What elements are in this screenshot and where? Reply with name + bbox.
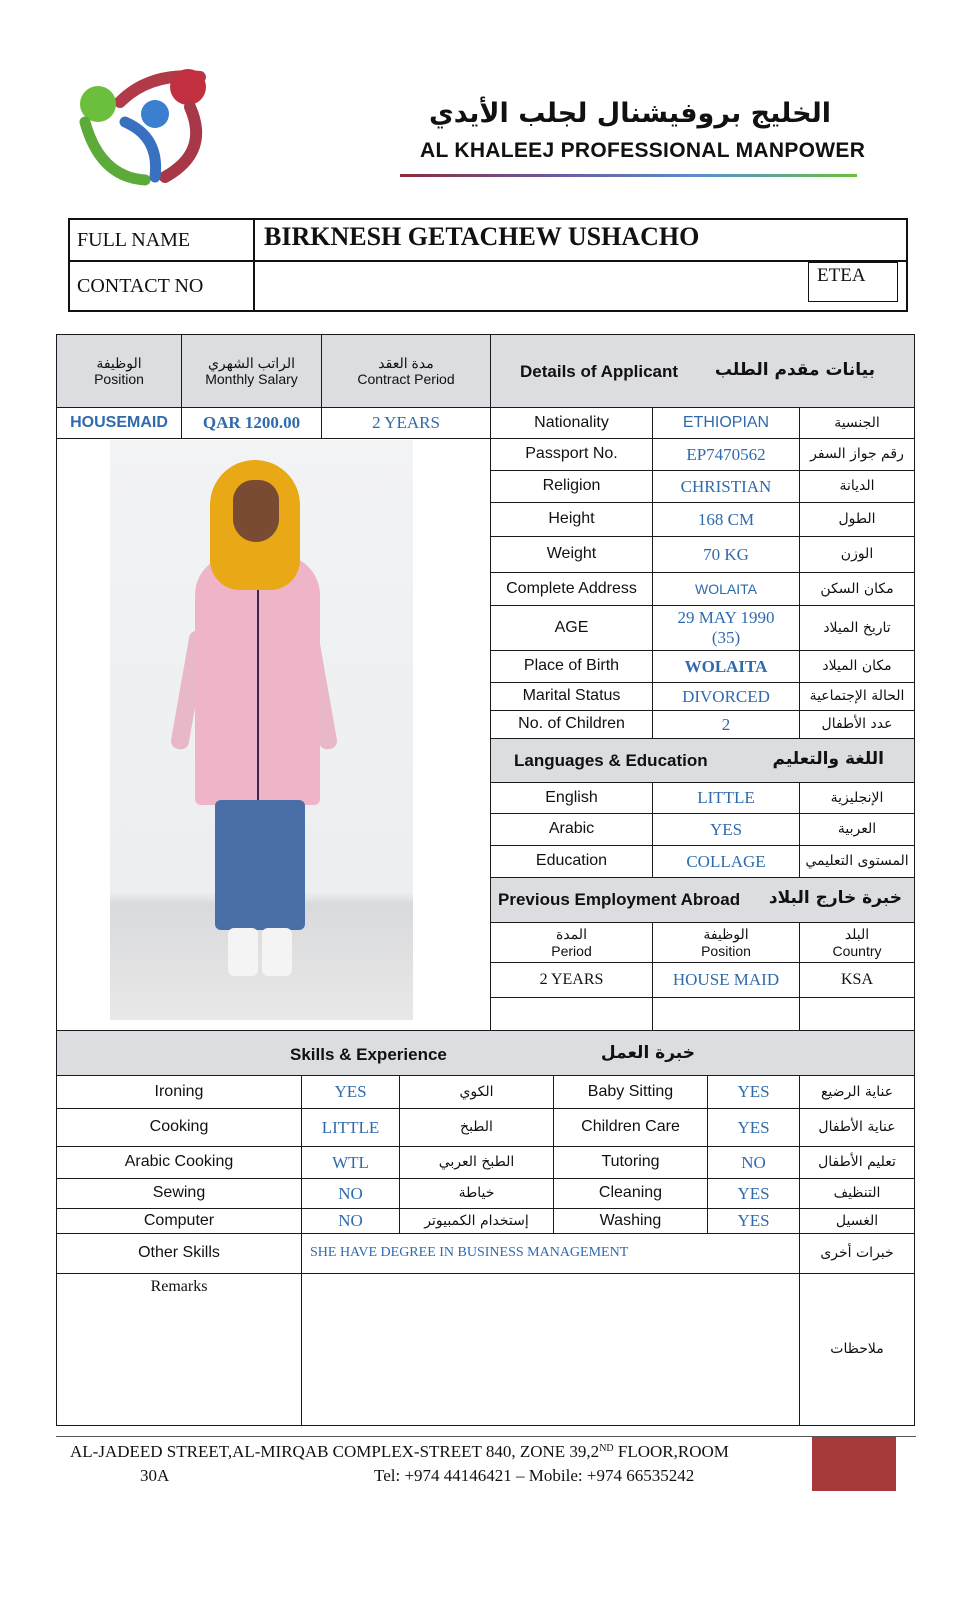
employment-position bbox=[652, 962, 800, 998]
detail-arabic-text: مكان الميلاد bbox=[822, 658, 892, 675]
skill-label-text: Ironing bbox=[154, 1082, 204, 1100]
detail-label-text: Marital Status bbox=[522, 687, 621, 705]
skill-arabic-text: تعليم الأطفال bbox=[818, 1154, 896, 1171]
detail-value bbox=[652, 650, 800, 683]
employment-empty-cell bbox=[490, 997, 653, 1031]
skill-arabic bbox=[799, 1075, 915, 1109]
language-arabic bbox=[799, 813, 915, 846]
skill-label-text: Children Care bbox=[581, 1118, 680, 1136]
detail-label bbox=[490, 605, 653, 651]
detail-label bbox=[490, 572, 653, 606]
detail-label bbox=[490, 650, 653, 683]
skill-value bbox=[707, 1178, 800, 1209]
detail-arabic-text: الطول bbox=[838, 511, 876, 528]
other-skills-value bbox=[301, 1233, 800, 1274]
language-label bbox=[490, 845, 653, 878]
detail-value-text: 29 MAY 1990 bbox=[677, 608, 775, 628]
skill-value-text: YES bbox=[737, 1211, 770, 1231]
detail-value-text: WOLAITA bbox=[684, 656, 768, 676]
language-value bbox=[652, 813, 800, 846]
skill-arabic-text: التنظيف bbox=[833, 1185, 881, 1202]
detail-value bbox=[652, 710, 800, 739]
skill-arabic-text: عناية الرضيع bbox=[820, 1083, 894, 1100]
detail-value-text: 168 CM bbox=[697, 509, 755, 529]
employment-country-text: KSA bbox=[840, 970, 873, 988]
language-value bbox=[652, 782, 800, 814]
salary-value bbox=[181, 407, 322, 439]
skill-arabic bbox=[799, 1208, 915, 1234]
footer-address-room: 30A bbox=[140, 1466, 170, 1485]
footer-divider bbox=[56, 1436, 916, 1437]
skill-label-text: Baby Sitting bbox=[587, 1082, 674, 1100]
skill-value bbox=[301, 1108, 400, 1147]
skill-label bbox=[56, 1146, 302, 1179]
skill-label bbox=[56, 1208, 302, 1234]
salary-header-text: Monthly Salary bbox=[205, 371, 298, 387]
language-value-text: COLLAGE bbox=[686, 851, 766, 871]
detail-value bbox=[652, 572, 800, 606]
skill-label bbox=[56, 1075, 302, 1109]
skill-label-text: Tutoring bbox=[601, 1153, 660, 1171]
contract-header bbox=[321, 334, 491, 408]
skill-value-text: YES bbox=[737, 1082, 770, 1102]
skill-label-text: Cleaning bbox=[598, 1184, 663, 1202]
other-skills-arabic bbox=[799, 1233, 915, 1274]
employment-column-header bbox=[799, 922, 915, 963]
photo-cell bbox=[56, 438, 491, 1031]
employment-column-header-text: المدة bbox=[556, 926, 587, 943]
other-skills-label bbox=[56, 1233, 302, 1274]
detail-label-text: Nationality bbox=[534, 413, 609, 431]
employment-column-header-text: Country bbox=[832, 942, 882, 959]
position-header-text: الوظيفة bbox=[96, 354, 142, 371]
detail-arabic bbox=[799, 438, 915, 471]
remarks-arabic-text: ملاحظات bbox=[830, 1341, 884, 1358]
skill-value bbox=[301, 1075, 400, 1109]
detail-label-text: AGE bbox=[554, 618, 589, 636]
language-value bbox=[652, 845, 800, 878]
detail-label bbox=[490, 710, 653, 739]
skill-arabic bbox=[799, 1108, 915, 1147]
employment-position-text: HOUSE MAID bbox=[672, 970, 780, 990]
skill-label bbox=[553, 1108, 708, 1147]
company-name-arabic: الخليج بروفيشنال لجلب الأيدي bbox=[428, 98, 832, 129]
skill-label-text: Arabic Cooking bbox=[124, 1153, 234, 1171]
detail-label bbox=[490, 407, 653, 439]
contact-label: CONTACT NO bbox=[77, 275, 204, 297]
detail-label bbox=[490, 438, 653, 471]
other-skills-value-text: SHE HAVE DEGREE IN BUSINESS MANAGEMENT bbox=[310, 1245, 629, 1261]
divider bbox=[68, 260, 908, 262]
detail-value-text: ETHIOPIAN bbox=[682, 413, 770, 431]
skill-arabic-text: خياطة bbox=[458, 1185, 495, 1202]
employment-period bbox=[490, 962, 653, 998]
employment-empty-cell bbox=[799, 997, 915, 1031]
skill-label-text: Washing bbox=[599, 1211, 662, 1229]
address-text-end: FLOOR,ROOM bbox=[613, 1442, 729, 1461]
skill-value bbox=[301, 1146, 400, 1179]
contract-value bbox=[321, 407, 491, 439]
detail-label-text: Passport No. bbox=[525, 445, 618, 463]
employment-period-text: 2 YEARS bbox=[539, 970, 604, 988]
detail-label-text: Place of Birth bbox=[523, 657, 620, 675]
company-logo bbox=[70, 62, 220, 187]
detail-label bbox=[490, 682, 653, 711]
detail-value bbox=[652, 605, 800, 651]
skill-value bbox=[301, 1178, 400, 1209]
detail-value bbox=[652, 502, 800, 537]
skill-arabic bbox=[399, 1108, 554, 1147]
language-arabic-text: العربية bbox=[837, 821, 877, 838]
detail-value bbox=[652, 682, 800, 711]
detail-arabic-text: عدد الأطفال bbox=[821, 716, 893, 733]
language-arabic bbox=[799, 782, 915, 814]
skill-value-text: YES bbox=[737, 1117, 770, 1137]
skill-value-text: NO bbox=[338, 1183, 363, 1203]
skill-arabic bbox=[399, 1208, 554, 1234]
skill-arabic bbox=[399, 1075, 554, 1109]
detail-value bbox=[652, 438, 800, 471]
skill-value-text: LITTLE bbox=[321, 1117, 380, 1137]
skills-title: Skills & Experience bbox=[290, 1045, 447, 1064]
remarks-arabic bbox=[799, 1273, 915, 1426]
detail-label-text: Religion bbox=[542, 477, 601, 495]
skill-value bbox=[707, 1075, 800, 1109]
detail-label bbox=[490, 502, 653, 537]
skill-value bbox=[707, 1208, 800, 1234]
skill-arabic-text: الغسيل bbox=[835, 1212, 879, 1229]
position-header-text: Position bbox=[94, 371, 144, 387]
detail-arabic bbox=[799, 710, 915, 739]
detail-value bbox=[652, 407, 800, 439]
skill-arabic bbox=[799, 1146, 915, 1179]
detail-label bbox=[490, 536, 653, 573]
skill-arabic-text: إستخدام الكمبيوتر bbox=[424, 1212, 529, 1229]
detail-value bbox=[652, 536, 800, 573]
employment-country bbox=[799, 962, 915, 998]
detail-label-text: Height bbox=[548, 510, 595, 528]
detail-arabic-text: الحالة الإجتماعية bbox=[809, 688, 905, 705]
previous-employment-title: Previous Employment Abroad bbox=[498, 890, 741, 909]
employment-column-header-text: الوظيفة bbox=[703, 926, 749, 943]
languages-title: Languages & Education bbox=[514, 751, 708, 770]
language-value-text: LITTLE bbox=[697, 788, 755, 808]
previous-employment-title-arabic: خبرة خارج البلاد bbox=[768, 888, 902, 908]
skill-arabic bbox=[399, 1146, 554, 1179]
contract-value-text: 2 YEARS bbox=[372, 413, 440, 433]
skill-arabic-text: الطبخ bbox=[460, 1119, 493, 1136]
detail-arabic-text: الجنسية bbox=[834, 414, 880, 431]
language-label-text: English bbox=[545, 788, 598, 806]
language-label-text: Education bbox=[535, 852, 608, 870]
skill-value bbox=[707, 1108, 800, 1147]
detail-value-text: DIVORCED bbox=[682, 686, 770, 706]
skills-title-arabic: خبرة العمل bbox=[600, 1043, 695, 1063]
header-divider bbox=[400, 174, 857, 177]
footer-contacts: Tel: +974 44146421 – Mobile: +974 66535242 bbox=[374, 1466, 695, 1485]
skill-value-text: YES bbox=[334, 1082, 367, 1102]
detail-arabic-text: الديانة bbox=[839, 478, 875, 495]
company-name-english: AL KHALEEJ PROFESSIONAL MANPOWER bbox=[420, 139, 866, 162]
languages-title-arabic: اللغة والتعليم bbox=[772, 749, 884, 769]
skill-value-text: YES bbox=[737, 1183, 770, 1203]
employment-column-header-text: Position bbox=[701, 942, 751, 959]
detail-label-text: No. of Children bbox=[518, 715, 625, 733]
detail-arabic bbox=[799, 470, 915, 503]
language-label bbox=[490, 782, 653, 814]
detail-value-text: CHRISTIAN bbox=[680, 476, 772, 496]
address-sup: ND bbox=[599, 1443, 614, 1454]
detail-label-text: Complete Address bbox=[506, 579, 637, 597]
detail-value-text: EP7470562 bbox=[686, 444, 766, 464]
detail-arabic bbox=[799, 407, 915, 439]
divider bbox=[253, 218, 255, 312]
detail-arabic-text: رقم جواز السفر bbox=[810, 446, 904, 463]
salary-header bbox=[181, 334, 322, 408]
skill-label bbox=[553, 1208, 708, 1234]
language-arabic-text: الإنجليزية bbox=[830, 789, 884, 806]
employment-column-header bbox=[652, 922, 800, 963]
language-value-text: YES bbox=[709, 819, 743, 839]
detail-arabic-text: تاريخ الميلاد bbox=[823, 619, 891, 636]
detail-label bbox=[490, 470, 653, 503]
contract-header-text: مدة العقد bbox=[378, 354, 434, 371]
skill-value bbox=[301, 1208, 400, 1234]
skill-arabic-text: الطبخ العربي bbox=[438, 1154, 515, 1171]
other-skills-label-text: Other Skills bbox=[138, 1244, 220, 1262]
remarks-label bbox=[56, 1273, 302, 1426]
detail-value-text: 70 KG bbox=[703, 544, 749, 564]
position-value-text: HOUSEMAID bbox=[70, 413, 168, 431]
employment-column-header-text: Period bbox=[551, 942, 592, 959]
full-name-label: FULL NAME bbox=[77, 229, 191, 251]
detail-value-text: (35) bbox=[711, 628, 741, 647]
skill-label bbox=[553, 1178, 708, 1209]
skill-value-text: NO bbox=[741, 1152, 766, 1172]
salary-header-text: الراتب الشهري bbox=[207, 354, 296, 371]
detail-arabic bbox=[799, 572, 915, 606]
skills-header bbox=[56, 1030, 915, 1076]
details-title: Details of Applicant bbox=[520, 362, 679, 381]
address-text: AL-JADEED STREET,AL-MIRQAB COMPLEX-STREET 840, ZONE 39,2 bbox=[70, 1442, 600, 1461]
detail-arabic bbox=[799, 682, 915, 711]
remarks-value bbox=[301, 1273, 800, 1426]
detail-arabic bbox=[799, 605, 915, 651]
skill-label-text: Sewing bbox=[152, 1184, 206, 1202]
contact-code: ETEA bbox=[808, 262, 898, 302]
skill-value-text: NO bbox=[338, 1211, 363, 1231]
skill-arabic bbox=[399, 1178, 554, 1209]
employment-column-header bbox=[490, 922, 653, 963]
footer-address bbox=[70, 1442, 729, 1462]
language-label bbox=[490, 813, 653, 846]
skill-value-text: WTL bbox=[332, 1152, 369, 1172]
remarks-label-text: Remarks bbox=[150, 1278, 208, 1295]
detail-value bbox=[652, 470, 800, 503]
detail-value-text: 2 bbox=[721, 714, 731, 734]
detail-value-text: WOLAITA bbox=[695, 580, 757, 597]
full-name-value: BIRKNESH GETACHEW USHACHO bbox=[264, 222, 700, 251]
position-header bbox=[56, 334, 182, 408]
skill-arabic-text: الكوي bbox=[459, 1083, 494, 1100]
skill-value bbox=[707, 1146, 800, 1179]
other-skills-arabic-text: خبرات أخرى bbox=[820, 1245, 894, 1262]
position-value bbox=[56, 407, 182, 439]
detail-arabic-text: مكان السكن bbox=[820, 580, 894, 597]
salary-value-text: QAR 1200.00 bbox=[202, 413, 301, 433]
detail-arabic bbox=[799, 502, 915, 537]
skill-label bbox=[56, 1178, 302, 1209]
skill-label-text: Computer bbox=[143, 1211, 215, 1229]
skill-label-text: Cooking bbox=[149, 1118, 209, 1136]
skill-arabic-text: عناية الأطفال bbox=[818, 1119, 896, 1136]
employment-column-header-text: البلد bbox=[844, 926, 870, 943]
skill-label bbox=[56, 1108, 302, 1147]
skill-label bbox=[553, 1146, 708, 1179]
employment-empty-cell bbox=[652, 997, 800, 1031]
language-arabic bbox=[799, 845, 915, 878]
details-title-arabic: بيانات مقدم الطلب bbox=[714, 360, 875, 380]
language-label-text: Arabic bbox=[548, 820, 595, 838]
detail-label-text: Weight bbox=[546, 545, 597, 563]
detail-arabic bbox=[799, 650, 915, 683]
detail-arabic-text: الوزن bbox=[840, 546, 874, 563]
contract-header-text: Contract Period bbox=[357, 371, 455, 387]
skill-label bbox=[553, 1075, 708, 1109]
footer-brand-block bbox=[812, 1437, 896, 1491]
language-arabic-text: المستوى التعليمي bbox=[805, 853, 909, 870]
skill-arabic bbox=[799, 1178, 915, 1209]
detail-arabic bbox=[799, 536, 915, 573]
